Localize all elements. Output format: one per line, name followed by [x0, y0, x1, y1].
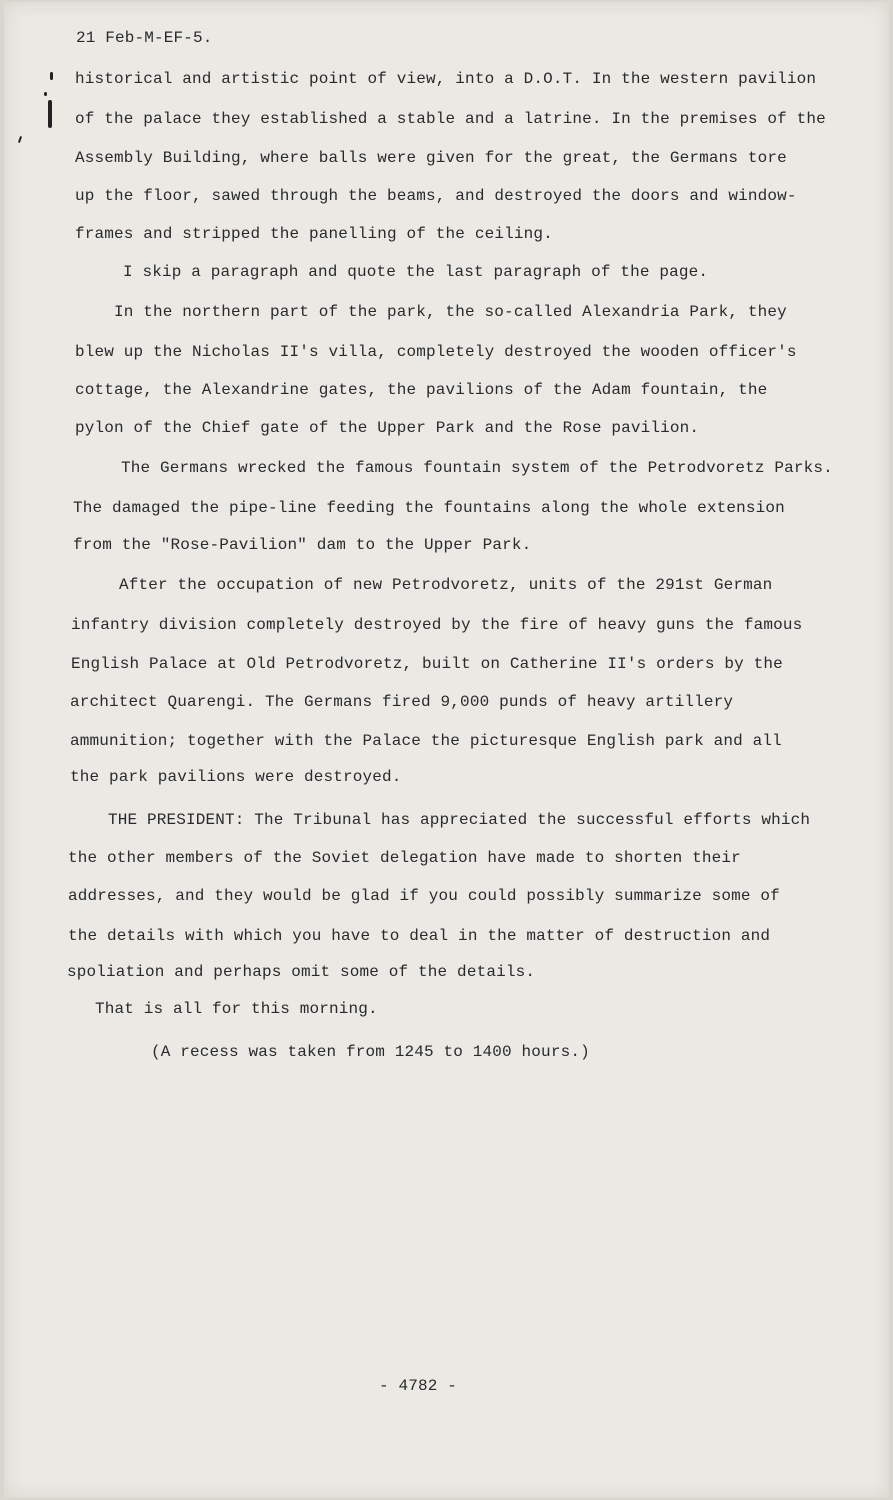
page-number: - 4782 -	[379, 1377, 458, 1395]
page-reference: 21 Feb-M-EF-5.	[76, 29, 213, 47]
text-line: The Germans wrecked the famous fountain system of the Petrodvoretz Parks.	[121, 459, 833, 477]
text-line: English Palace at Old Petrodvoretz, built on Catherine II's orders by the	[71, 655, 783, 673]
text-line: The damaged the pipe-line feeding the fountains along the whole extension	[73, 499, 785, 517]
text-line: infantry division completely destroyed by the fire of heavy guns the famous	[71, 616, 803, 634]
text-line: historical and artistic point of view, into a D.O.T. In the western pavilion	[75, 70, 817, 88]
recess-note: (A recess was taken from 1245 to 1400 hours.)	[151, 1043, 590, 1061]
text-line: the details with which you have to deal in the matter of destruction and	[68, 927, 771, 945]
margin-ink-mark	[50, 72, 53, 80]
text-line: the park pavilions were destroyed.	[70, 768, 402, 786]
text-line: spoliation and perhaps omit some of the details.	[67, 963, 536, 981]
margin-ink-mark	[44, 92, 47, 96]
text-line: Assembly Building, where balls were given for the great, the Germans tore	[75, 149, 787, 167]
text-line: the other members of the Soviet delegation have made to shorten their	[68, 849, 741, 867]
text-line: addresses, and they would be glad if you could possibly summarize some of	[68, 887, 780, 905]
margin-ink-mark	[18, 136, 22, 143]
text-line: from the "Rose-Pavilion" dam to the Upper Park.	[73, 536, 532, 554]
text-line: ammunition; together with the Palace the picturesque English park and all	[70, 732, 782, 750]
text-line: cottage, the Alexandrine gates, the pavilions of the Adam fountain, the	[75, 381, 768, 399]
text-line: That is all for this morning.	[95, 1000, 378, 1018]
text-line: of the palace they established a stable and a latrine. In the premises of the	[75, 110, 826, 128]
text-line: blew up the Nicholas II's villa, completely destroyed the wooden officer's	[75, 343, 797, 361]
text-line: THE PRESIDENT: The Tribunal has appreciated the successful efforts which	[108, 811, 811, 829]
text-line: up the floor, sawed through the beams, and destroyed the doors and window-	[75, 187, 797, 205]
text-line: After the occupation of new Petrodvoretz, units of the 291st German	[119, 576, 773, 594]
document-page	[4, 2, 889, 1498]
margin-ink-mark	[48, 100, 52, 128]
text-line: pylon of the Chief gate of the Upper Park and the Rose pavilion.	[75, 419, 700, 437]
text-line: In the northern part of the park, the so-called Alexandria Park, they	[114, 303, 787, 321]
text-line: architect Quarengi. The Germans fired 9,000 punds of heavy artillery	[70, 693, 734, 711]
text-line: frames and stripped the panelling of the ceiling.	[75, 225, 553, 243]
text-line: I skip a paragraph and quote the last paragraph of the page.	[123, 263, 709, 281]
